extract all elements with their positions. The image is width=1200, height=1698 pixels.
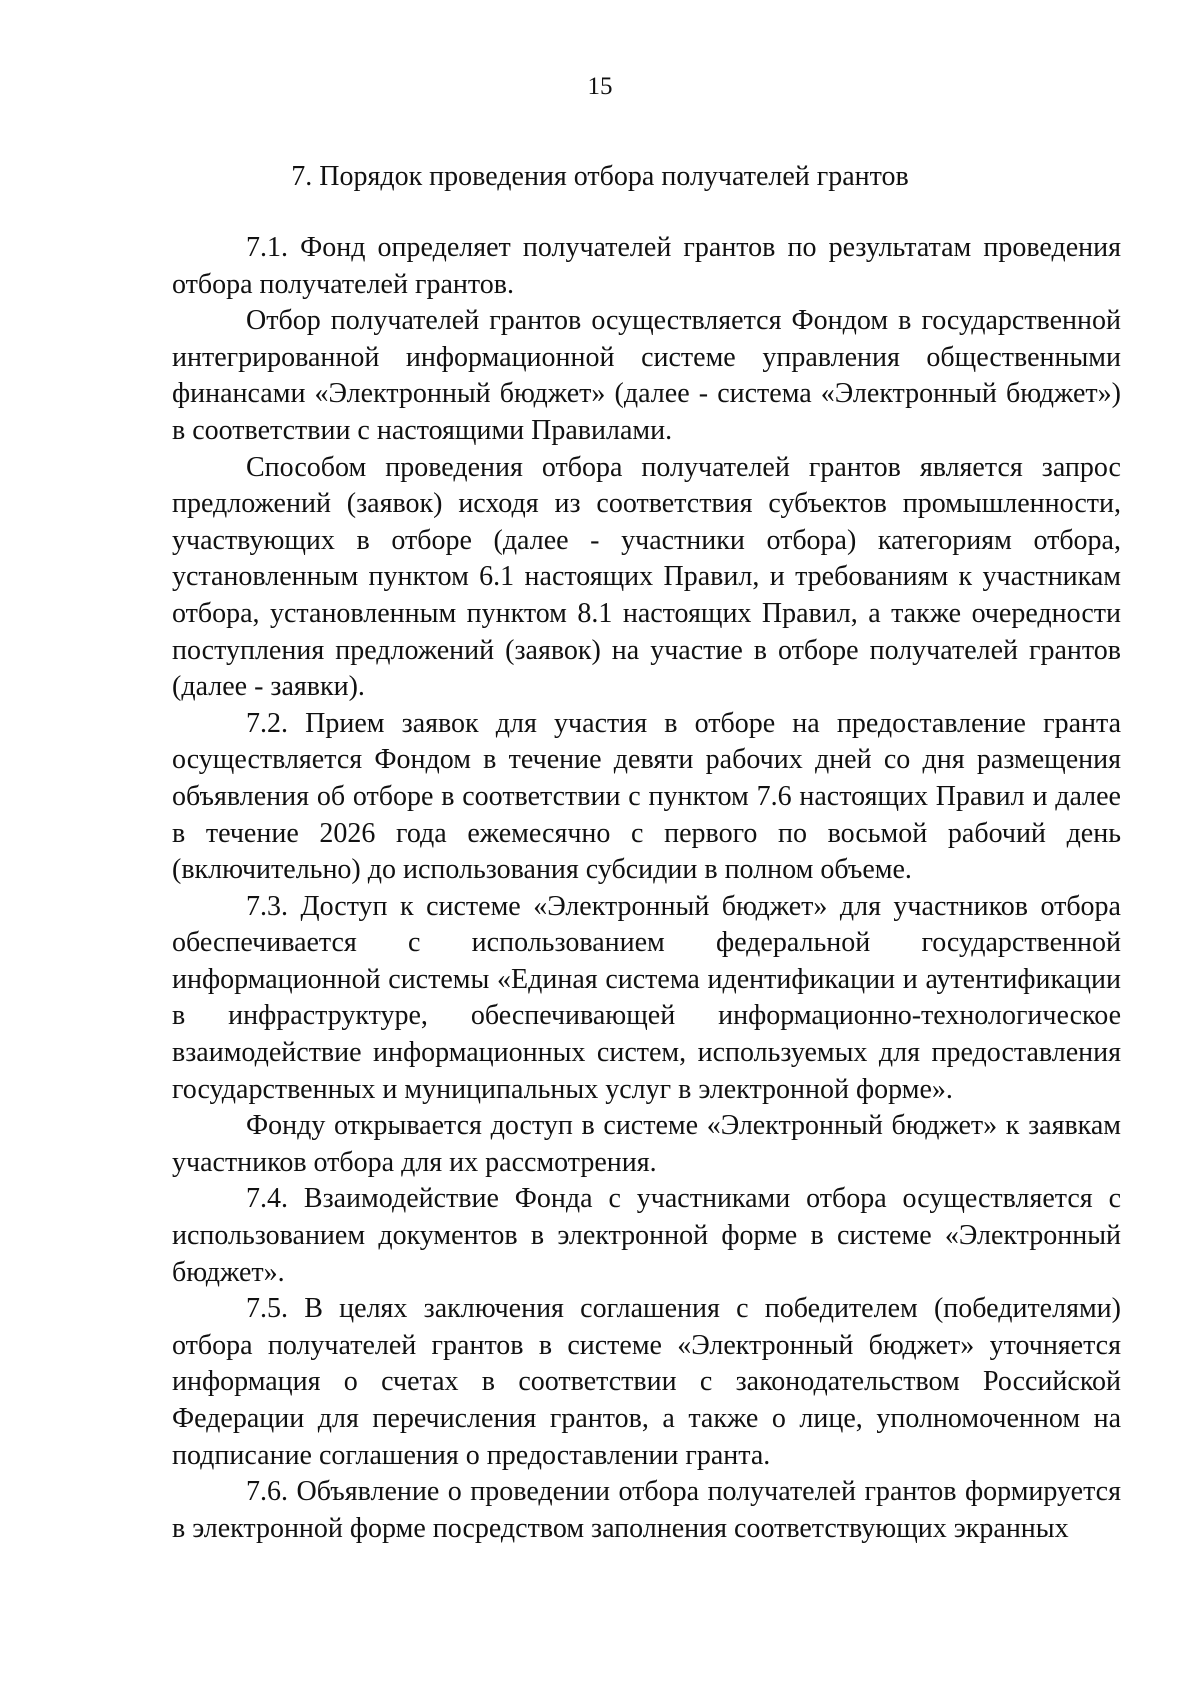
paragraph-7-6: 7.6. Объявление о проведении отбора получателей грантов формируется в электронной форме посредством заполнения соответствующих экранных	[172, 1476, 1121, 1544]
section-title: 7. Порядок проведения отбора получателей грантов	[291, 161, 909, 192]
paragraph-7-2: 7.2. Прием заявок для участия в отборе на предоставление гранта осуществляется Фондом в течение девяти рабочих дней со дня размещения объявления об отборе в соответствии с пунктом 7.6 настоящих Правил и далее в течение 2026 года ежемесячно с первого по восьмой рабочий день (включительно) до использования субсидии в полном объеме.	[172, 707, 1121, 886]
paragraph-selection-system: Отбор получателей грантов осуществляется Фондом в государственной интегрированной информационной системе управления общественными финансами «Электронный бюджет» (далее - система «Электронный бюджет») в соответствии с настоящими Правилами.	[172, 305, 1121, 446]
document-body	[172, 230, 1121, 1547]
paragraph-selection-method: Способом проведения отбора получателей грантов является запрос предложений (заявок) исходя из соответствия субъектов промышленности, участвующих в отборе (далее - участники отбора) категориям отбора, установленным пунктом 6.1 настоящих Правил, и требованиям к участникам отбора, установленным пунктом 8.1 настоящих Правил, а также очередности поступления предложений (заявок) на участие в отборе получателей грантов (далее - заявки).	[172, 451, 1121, 703]
paragraph-7-4: 7.4. Взаимодействие Фонда с участниками отбора осуществляется с использованием документов в электронной форме в системе «Электронный бюджет».	[172, 1183, 1121, 1288]
paragraph-7-1: 7.1. Фонд определяет получателей грантов по результатам проведения отбора получателей грантов.	[172, 232, 1121, 300]
paragraph-fund-access: Фонду открывается доступ в системе «Электронный бюджет» к заявкам участников отбора для их рассмотрения.	[172, 1110, 1121, 1178]
paragraph-7-3: 7.3. Доступ к системе «Электронный бюджет» для участников отбора обеспечивается с использованием федеральной государственной информационной системы «Единая система идентификации и аутентификации в инфраструктуре, обеспечивающей информационно-технологическое взаимодействие информационных систем, используемых для предоставления государственных и муниципальных услуг в электронной форме».	[172, 890, 1121, 1105]
page-number: 15	[587, 73, 613, 100]
paragraph-7-5: 7.5. В целях заключения соглашения с победителем (победителями) отбора получателей грантов в системе «Электронный бюджет» уточняется информация о счетах в соответствии с законодательством Российской Федерации для перечисления грантов, а также о лице, уполномоченном на подписание соглашения о предоставлении гранта.	[172, 1293, 1121, 1471]
